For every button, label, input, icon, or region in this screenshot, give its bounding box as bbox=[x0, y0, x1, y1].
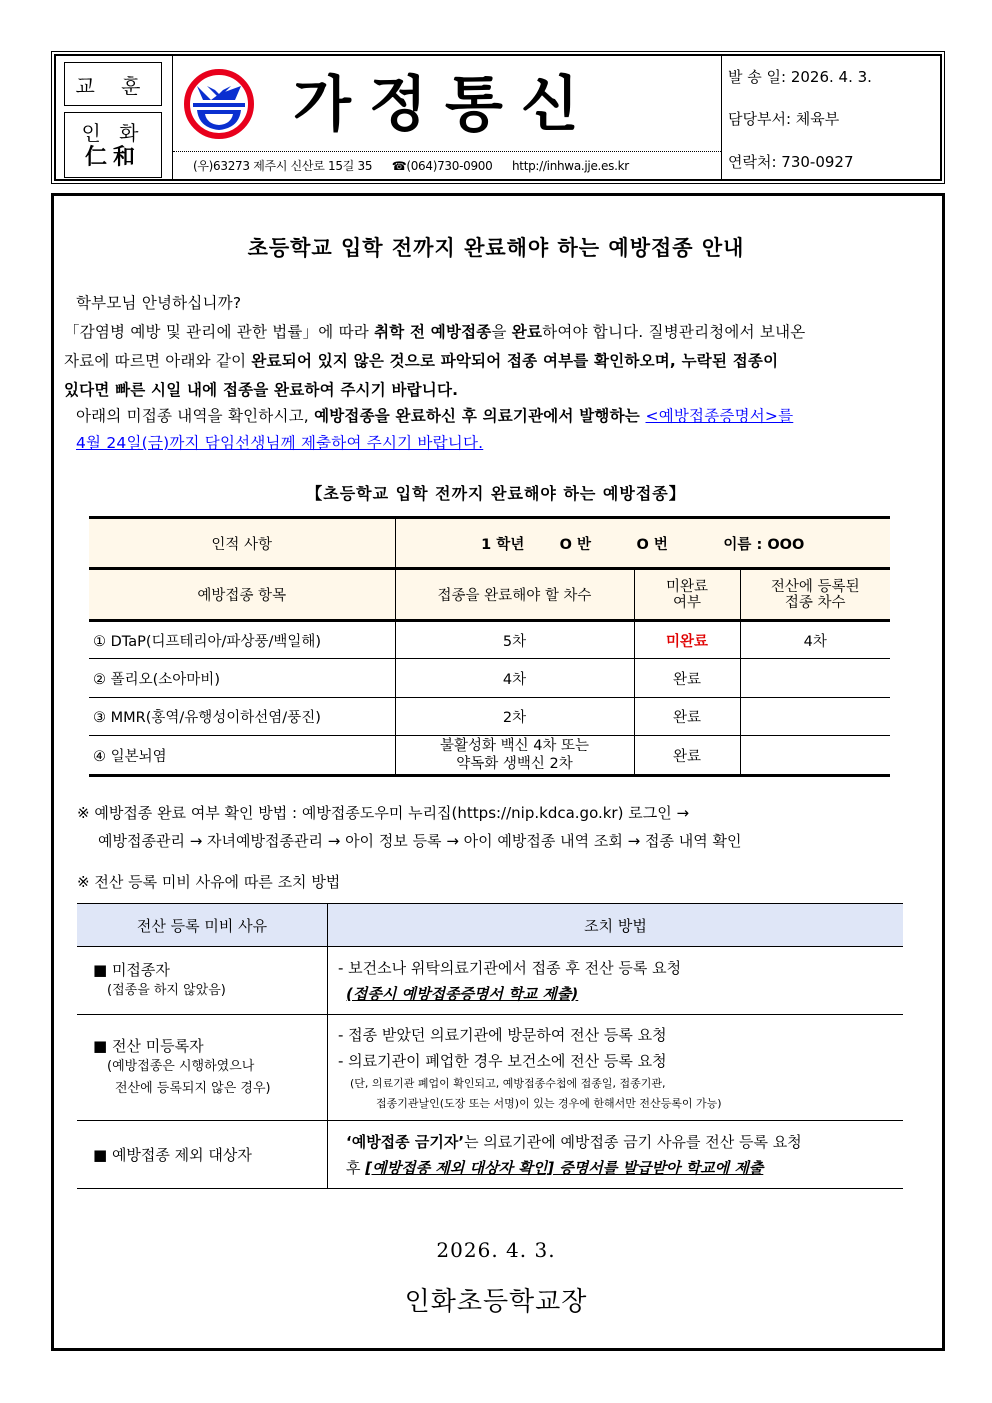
status-badge: 완료 bbox=[634, 736, 740, 776]
intro-paragraph-line2 bbox=[64, 347, 934, 376]
dotted-divider bbox=[173, 151, 721, 152]
school-logo-icon bbox=[183, 68, 255, 140]
bold-text: 있다면 빠른 시일 내에 접종을 완료하여 주시기 바랍니다. bbox=[64, 381, 459, 399]
table-row bbox=[89, 621, 890, 659]
vaccine-section-title: 【초등학교 입학 전까지 완료해야 하는 예방접종】 bbox=[306, 484, 686, 503]
certificate-link[interactable]: <예방접종증명서>를 bbox=[645, 407, 794, 425]
newsletter-title: 가정통신 bbox=[293, 70, 597, 140]
reason-title: ■ 미접종자 bbox=[93, 961, 170, 979]
contact: 연락처: 730-0927 bbox=[728, 153, 854, 171]
action-text bbox=[328, 1155, 903, 1181]
text: 후 bbox=[346, 1158, 366, 1177]
signature-date: 2026. 4. 3. bbox=[436, 1238, 556, 1262]
vaccine-item: ③ MMR(홍역/유행성이하선염/풍진) bbox=[89, 698, 395, 736]
bold-text: 취학 전 예방접종 bbox=[374, 323, 492, 341]
student-info bbox=[395, 518, 890, 569]
intro-paragraph-line3 bbox=[64, 376, 934, 405]
action-cell bbox=[328, 1015, 904, 1121]
text: 하여야 합니다. 질병관리청에서 보내온 bbox=[542, 323, 806, 341]
text: 는 의료기관에 예방접종 금기 사유를 전산 등록 요청 bbox=[464, 1132, 802, 1151]
dose-text: 불활성화 백신 4차 또는 bbox=[439, 738, 590, 754]
reason-cell bbox=[77, 947, 328, 1015]
text: 아래의 미접종 내역을 확인하시고, bbox=[76, 407, 315, 425]
action-note: 접종기관날인(도장 또는 서명)이 있는 경우에 한해서만 전산등록이 가능) bbox=[376, 1096, 722, 1110]
table-header-row bbox=[89, 569, 890, 621]
text: 「감염병 예방 및 관리에 관한 법률」에 따라 bbox=[64, 323, 375, 341]
student-number: O 번 bbox=[636, 536, 668, 553]
bold-text: 예방접종을 완료하신 후 의료기관에서 발행하는 bbox=[314, 407, 646, 425]
action-text: - 의료기관이 폐업한 경우 보건소에 전산 등록 요청 bbox=[338, 1051, 667, 1070]
intro-paragraph-line5 bbox=[76, 429, 946, 458]
col-action: 조치 방법 bbox=[328, 904, 904, 947]
table-row bbox=[89, 659, 890, 698]
check-method-line2: 예방접종관리 → 자녀예방접종관리 → 아이 정보 등록 → 아이 예방접종 내역 조회 → 접종 내역 확인 bbox=[98, 832, 742, 850]
required-doses: 2차 bbox=[395, 698, 634, 736]
action-text bbox=[328, 1129, 903, 1155]
school-website[interactable]: http://inhwa.jje.es.kr bbox=[512, 159, 629, 173]
registration-measures-table bbox=[77, 903, 903, 1189]
header-text: 접종 차수 bbox=[784, 594, 846, 611]
required-doses: 5차 bbox=[395, 621, 634, 659]
header-text: 미완료 bbox=[665, 578, 709, 595]
vaccination-table bbox=[89, 516, 890, 777]
reason-cell bbox=[77, 1121, 328, 1189]
action-emphasis: (접종시 예방접종증명서 학교 제출) bbox=[346, 984, 579, 1003]
registered-doses: 4차 bbox=[740, 621, 890, 659]
bold-text: 완료 bbox=[511, 323, 543, 341]
student-grade: 1 학년 bbox=[481, 536, 525, 553]
intro-paragraph-line4 bbox=[76, 402, 946, 431]
col-required-doses: 접종을 완료해야 할 차수 bbox=[395, 569, 634, 621]
document-title: 초등학교 입학 전까지 완료해야 하는 예방접종 안내 bbox=[247, 236, 745, 260]
principal-signature: 인화초등학교장 bbox=[404, 1287, 588, 1317]
dose-text: 약독화 생백신 2차 bbox=[456, 756, 573, 772]
student-name: 이름 : OOO bbox=[723, 536, 805, 553]
reason-detail: (예방접종은 시행하였으나 bbox=[107, 1059, 255, 1074]
text: 을 bbox=[491, 323, 512, 341]
motto-hanja: 仁和 bbox=[84, 144, 141, 170]
title-area bbox=[173, 56, 722, 179]
required-doses bbox=[395, 736, 634, 776]
motto-korean: 인 화 bbox=[81, 121, 145, 145]
deadline-link[interactable]: 4월 24일(금)까지 담임선생님께 제출하여 주시기 바랍니다. bbox=[76, 434, 484, 452]
vaccine-item: ④ 일본뇌염 bbox=[89, 736, 395, 776]
col-reason: 전산 등록 미비 사유 bbox=[77, 904, 328, 947]
table-row bbox=[77, 1121, 903, 1189]
action-emphasis: [예방접종 제외 대상자 확인] 증명서를 발급받아 학교에 제출 bbox=[365, 1158, 764, 1177]
status-badge: 완료 bbox=[634, 659, 740, 698]
col-registered-doses bbox=[740, 569, 890, 621]
school-address-line bbox=[193, 157, 645, 174]
col-vaccine-item: 예방접종 항목 bbox=[89, 569, 395, 621]
student-class: O 반 bbox=[559, 536, 592, 553]
table-row bbox=[77, 947, 903, 1015]
motto-box bbox=[64, 112, 162, 178]
intro-paragraph-line1 bbox=[64, 318, 934, 347]
greeting: 학부모님 안녕하십니까? bbox=[76, 294, 242, 312]
dispatch-info bbox=[722, 56, 940, 179]
required-doses: 4차 bbox=[395, 659, 634, 698]
newsletter-header bbox=[51, 51, 945, 184]
send-date: 발 송 일: 2026. 4. 3. bbox=[728, 68, 872, 86]
table-row bbox=[89, 698, 890, 736]
school-address: (우)63273 제주시 신산로 15길 35 bbox=[193, 159, 373, 173]
student-info-label: 인적 사항 bbox=[89, 518, 395, 569]
registered-doses bbox=[740, 736, 890, 776]
action-text: - 보건소나 위탁의료기관에서 접종 후 전산 등록 요청 bbox=[338, 958, 682, 977]
action-cell bbox=[328, 947, 904, 1015]
vaccine-item: ① DTaP(디프테리아/파상풍/백일해) bbox=[89, 621, 395, 659]
action-cell bbox=[328, 1121, 904, 1189]
header-text: 여부 bbox=[672, 594, 701, 611]
check-method-line1: ※ 예방접종 완료 여부 확인 방법 : 예방접종도우미 누리집(https://nip.kdca.go.kr) 로그인 → bbox=[77, 804, 690, 822]
status-badge: 미완료 bbox=[634, 621, 740, 659]
vaccine-item: ② 폴리오(소아마비) bbox=[89, 659, 395, 698]
registered-doses bbox=[740, 698, 890, 736]
department: 담당부서: 체육부 bbox=[728, 110, 840, 128]
text: 자료에 따르면 아래와 같이 bbox=[64, 352, 252, 370]
reason-title: ■ 예방접종 제외 대상자 bbox=[93, 1146, 252, 1164]
school-phone: ☎(064)730-0900 bbox=[391, 159, 493, 173]
table-header-row bbox=[77, 904, 903, 947]
school-motto bbox=[56, 56, 173, 179]
table-row bbox=[77, 1015, 903, 1121]
measures-heading: ※ 전산 등록 미비 사유에 따른 조치 방법 bbox=[77, 873, 341, 891]
registered-doses bbox=[740, 659, 890, 698]
bold-text: ‘예방접종 금기자’ bbox=[346, 1132, 465, 1151]
motto-label: 교 훈 bbox=[64, 62, 162, 106]
col-incomplete-status bbox=[634, 569, 740, 621]
bold-text: 완료되어 있지 않은 것으로 파악되어 접종 여부를 확인하오며, 누락된 접종이 bbox=[251, 352, 779, 370]
action-note: (단, 의료기관 폐업이 확인되고, 예방접종수첩에 접종일, 접종기관, bbox=[350, 1076, 666, 1090]
reason-detail: (접종을 하지 않았음) bbox=[107, 983, 226, 998]
action-text: - 접종 받았던 의료기관에 방문하여 전산 등록 요청 bbox=[338, 1025, 667, 1044]
header-text: 전산에 등록된 bbox=[770, 578, 860, 595]
status-badge: 완료 bbox=[634, 698, 740, 736]
student-info-row bbox=[89, 518, 890, 569]
table-row bbox=[89, 736, 890, 776]
reason-detail: 전산에 등록되지 않은 경우) bbox=[115, 1081, 271, 1096]
reason-cell bbox=[77, 1015, 328, 1121]
reason-title: ■ 전산 미등록자 bbox=[93, 1037, 204, 1055]
